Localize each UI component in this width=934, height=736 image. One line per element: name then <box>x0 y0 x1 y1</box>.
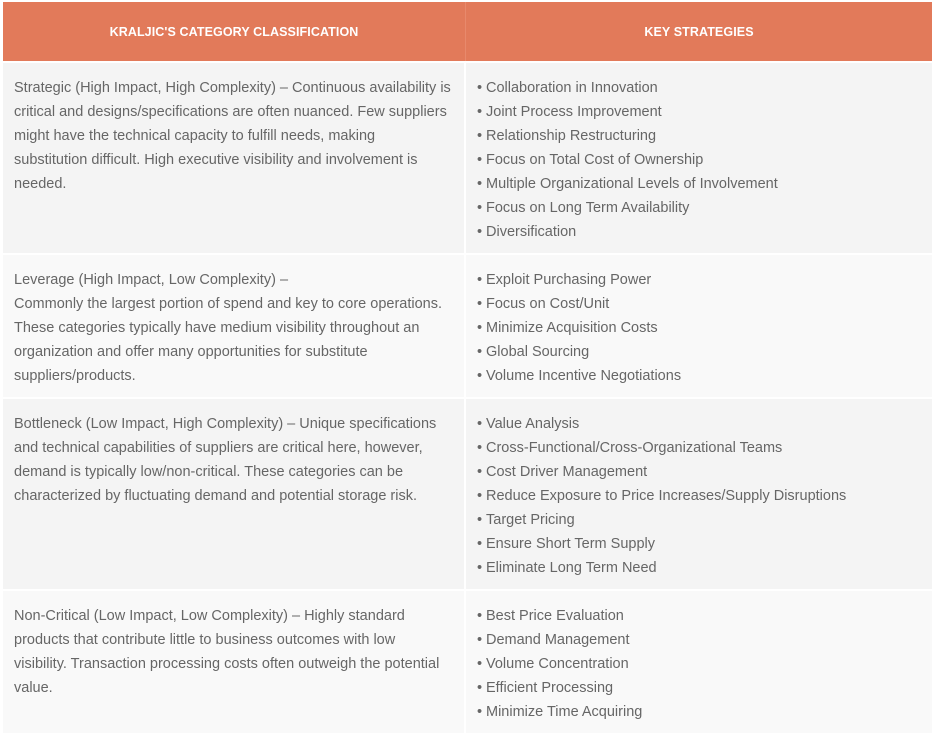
table-row-leverage <box>3 253 932 397</box>
header-key-strategies: KEY STRATEGIES <box>644 24 754 39</box>
bullet-icon: • <box>477 344 483 360</box>
bullet-icon: • <box>477 176 483 192</box>
bullet-icon: • <box>477 464 483 480</box>
list-item: • Focus on Long Term Availability <box>477 196 924 220</box>
category-description-lead: Leverage (High Impact, Low Complexity) – <box>14 272 289 288</box>
bullet-icon: • <box>477 200 483 216</box>
strategies-list <box>477 604 924 724</box>
list-item: • Minimize Acquisition Costs <box>477 316 924 340</box>
header-category-classification: KRALJIC'S CATEGORY CLASSIFICATION <box>3 2 466 61</box>
strategies-list <box>477 268 924 388</box>
bullet-icon: • <box>477 608 483 624</box>
bullet-icon: • <box>477 224 483 240</box>
bullet-icon: • <box>477 320 483 336</box>
bullet-icon: • <box>477 488 483 504</box>
bullet-icon: • <box>477 80 483 96</box>
category-cell <box>3 255 466 397</box>
list-item: • Minimize Time Acquiring <box>477 700 924 724</box>
bullet-icon: • <box>477 536 483 552</box>
table-row-bottleneck <box>3 397 932 589</box>
bullet-icon: • <box>477 272 483 288</box>
bullet-icon: • <box>477 368 483 384</box>
bullet-icon: • <box>477 152 483 168</box>
table-row-non-critical <box>3 589 932 733</box>
list-item: • Eliminate Long Term Need <box>477 556 924 580</box>
list-item: • Demand Management <box>477 628 924 652</box>
list-item: • Focus on Cost/Unit <box>477 292 924 316</box>
list-item: • Value Analysis <box>477 412 924 436</box>
bullet-icon: • <box>477 680 483 696</box>
table-header <box>3 2 932 61</box>
list-item: • Multiple Organizational Levels of Involvement <box>477 172 924 196</box>
list-item: • Diversification <box>477 220 924 244</box>
strategies-list <box>477 412 924 580</box>
bullet-icon: • <box>477 440 483 456</box>
category-description: Strategic (High Impact, High Complexity) – Continuous availability is critical and designs/specifications are often nuanced. Few suppliers might have the technical capacity to fulfill needs, making substitution difficult. High executive visibility and involvement is needed. <box>14 80 451 192</box>
list-item: • Volume Incentive Negotiations <box>477 364 924 388</box>
list-item: • Focus on Total Cost of Ownership <box>477 148 924 172</box>
category-cell <box>3 399 466 589</box>
bullet-icon: • <box>477 512 483 528</box>
list-item: • Global Sourcing <box>477 340 924 364</box>
bullet-icon: • <box>477 128 483 144</box>
table-row-strategic <box>3 61 932 253</box>
list-item: • Reduce Exposure to Price Increases/Supply Disruptions <box>477 484 924 508</box>
strategies-cell <box>466 255 932 397</box>
list-item: • Target Pricing <box>477 508 924 532</box>
list-item: • Relationship Restructuring <box>477 124 924 148</box>
category-cell <box>3 63 466 253</box>
list-item: • Cost Driver Management <box>477 460 924 484</box>
strategies-cell <box>466 591 932 733</box>
category-cell <box>3 591 466 733</box>
category-description: Bottleneck (Low Impact, High Complexity) – Unique specifications and technical capabilities of suppliers are critical here, however, demand is typically low/non-critical. These categories can be characterized by fluctuating demand and potential storage risk. <box>14 416 437 504</box>
strategies-cell <box>466 63 932 253</box>
kraljic-table <box>3 2 932 733</box>
strategies-cell <box>466 399 932 589</box>
bullet-icon: • <box>477 560 483 576</box>
list-item: • Ensure Short Term Supply <box>477 532 924 556</box>
bullet-icon: • <box>477 632 483 648</box>
bullet-icon: • <box>477 104 483 120</box>
list-item: • Cross-Functional/Cross-Organizational Teams <box>477 436 924 460</box>
category-description-body: Commonly the largest portion of spend and key to core operations. These categories typically have medium visibility throughout an organization and offer many opportunities for substitute suppliers/products. <box>14 296 442 384</box>
strategies-list <box>477 76 924 244</box>
list-item: • Collaboration in Innovation <box>477 76 924 100</box>
list-item: • Volume Concentration <box>477 652 924 676</box>
bullet-icon: • <box>477 416 483 432</box>
category-description: Non-Critical (Low Impact, Low Complexity) – Highly standard products that contribute little to business outcomes with low visibility. Transaction processing costs often outweigh the potential value. <box>14 608 440 696</box>
list-item: • Efficient Processing <box>477 676 924 700</box>
list-item: • Exploit Purchasing Power <box>477 268 924 292</box>
list-item: • Joint Process Improvement <box>477 100 924 124</box>
bullet-icon: • <box>477 704 483 720</box>
bullet-icon: • <box>477 656 483 672</box>
bullet-icon: • <box>477 296 483 312</box>
category-description <box>14 268 452 388</box>
list-item: • Best Price Evaluation <box>477 604 924 628</box>
